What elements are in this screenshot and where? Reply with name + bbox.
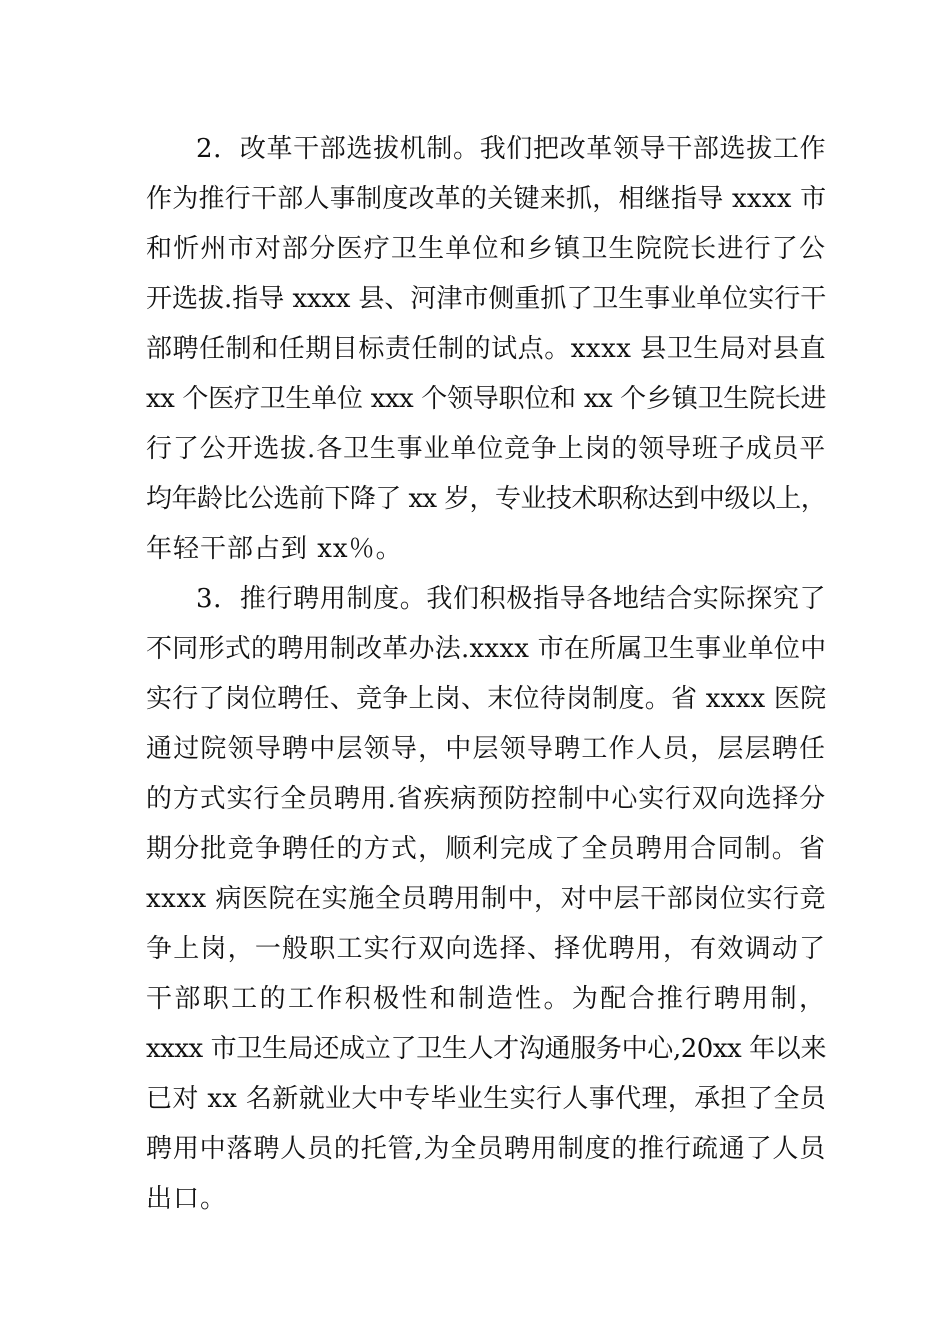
text-line: 争上岗，一般职工实行双向选择、择优聘用，有效调动了 [146, 934, 826, 964]
text-line: 部聘任制和任期目标责任制的试点。xxxx 县卫生局对县直 [146, 334, 826, 364]
text-line: 通过院领导聘中层领导，中层领导聘工作人员，层层聘任 [146, 734, 826, 764]
text-line: 开选拔.指导 xxxx 县、河津市侧重抓了卫生事业单位实行干 [146, 284, 826, 314]
text-line: 和忻州市对部分医疗卫生单位和乡镇卫生院院长进行了公 [146, 234, 826, 264]
text-line: 年轻干部占到 xx％。 [146, 534, 403, 564]
text-line: 3．推行聘用制度。我们积极指导各地结合实际探究了 [196, 584, 826, 614]
text-line: 聘用中落聘人员的托管,为全员聘用制度的推行疏通了人员 [146, 1134, 826, 1164]
text-line: 2．改革干部选拔机制。我们把改革领导干部选拔工作 [196, 134, 826, 164]
text-line: xx 个医疗卫生单位 xxx 个领导职位和 xx 个乡镇卫生院长进 [146, 384, 826, 414]
text-line: 已对 xx 名新就业大中专毕业生实行人事代理，承担了全员 [146, 1084, 826, 1114]
text-line: 均年龄比公选前下降了 xx 岁，专业技术职称达到中级以上， [146, 484, 826, 514]
text-line: 不同形式的聘用制改革办法.xxxx 市在所属卫生事业单位中 [146, 634, 827, 664]
text-line: xxxx 病医院在实施全员聘用制中，对中层干部岗位实行竞 [146, 884, 826, 914]
text-line: 的方式实行全员聘用.省疾病预防控制中心实行双向选择分 [146, 784, 826, 814]
text-line: xxxx 市卫生局还成立了卫生人才沟通服务中心,20xx 年以来 [146, 1034, 826, 1064]
text-line: 期分批竞争聘任的方式，顺利完成了全员聘用合同制。省 [146, 834, 826, 864]
text-line: 干部职工的工作积极性和制造性。为配合推行聘用制， [146, 984, 826, 1014]
text-line: 作为推行干部人事制度改革的关键来抓，相继指导 xxxx 市 [146, 184, 827, 214]
text-line: 行了公开选拔.各卫生事业单位竞争上岗的领导班子成员平 [146, 434, 826, 464]
text-line: 出口。 [146, 1184, 228, 1214]
text-line: 实行了岗位聘任、竞争上岗、末位待岗制度。省 xxxx 医院 [146, 684, 827, 714]
